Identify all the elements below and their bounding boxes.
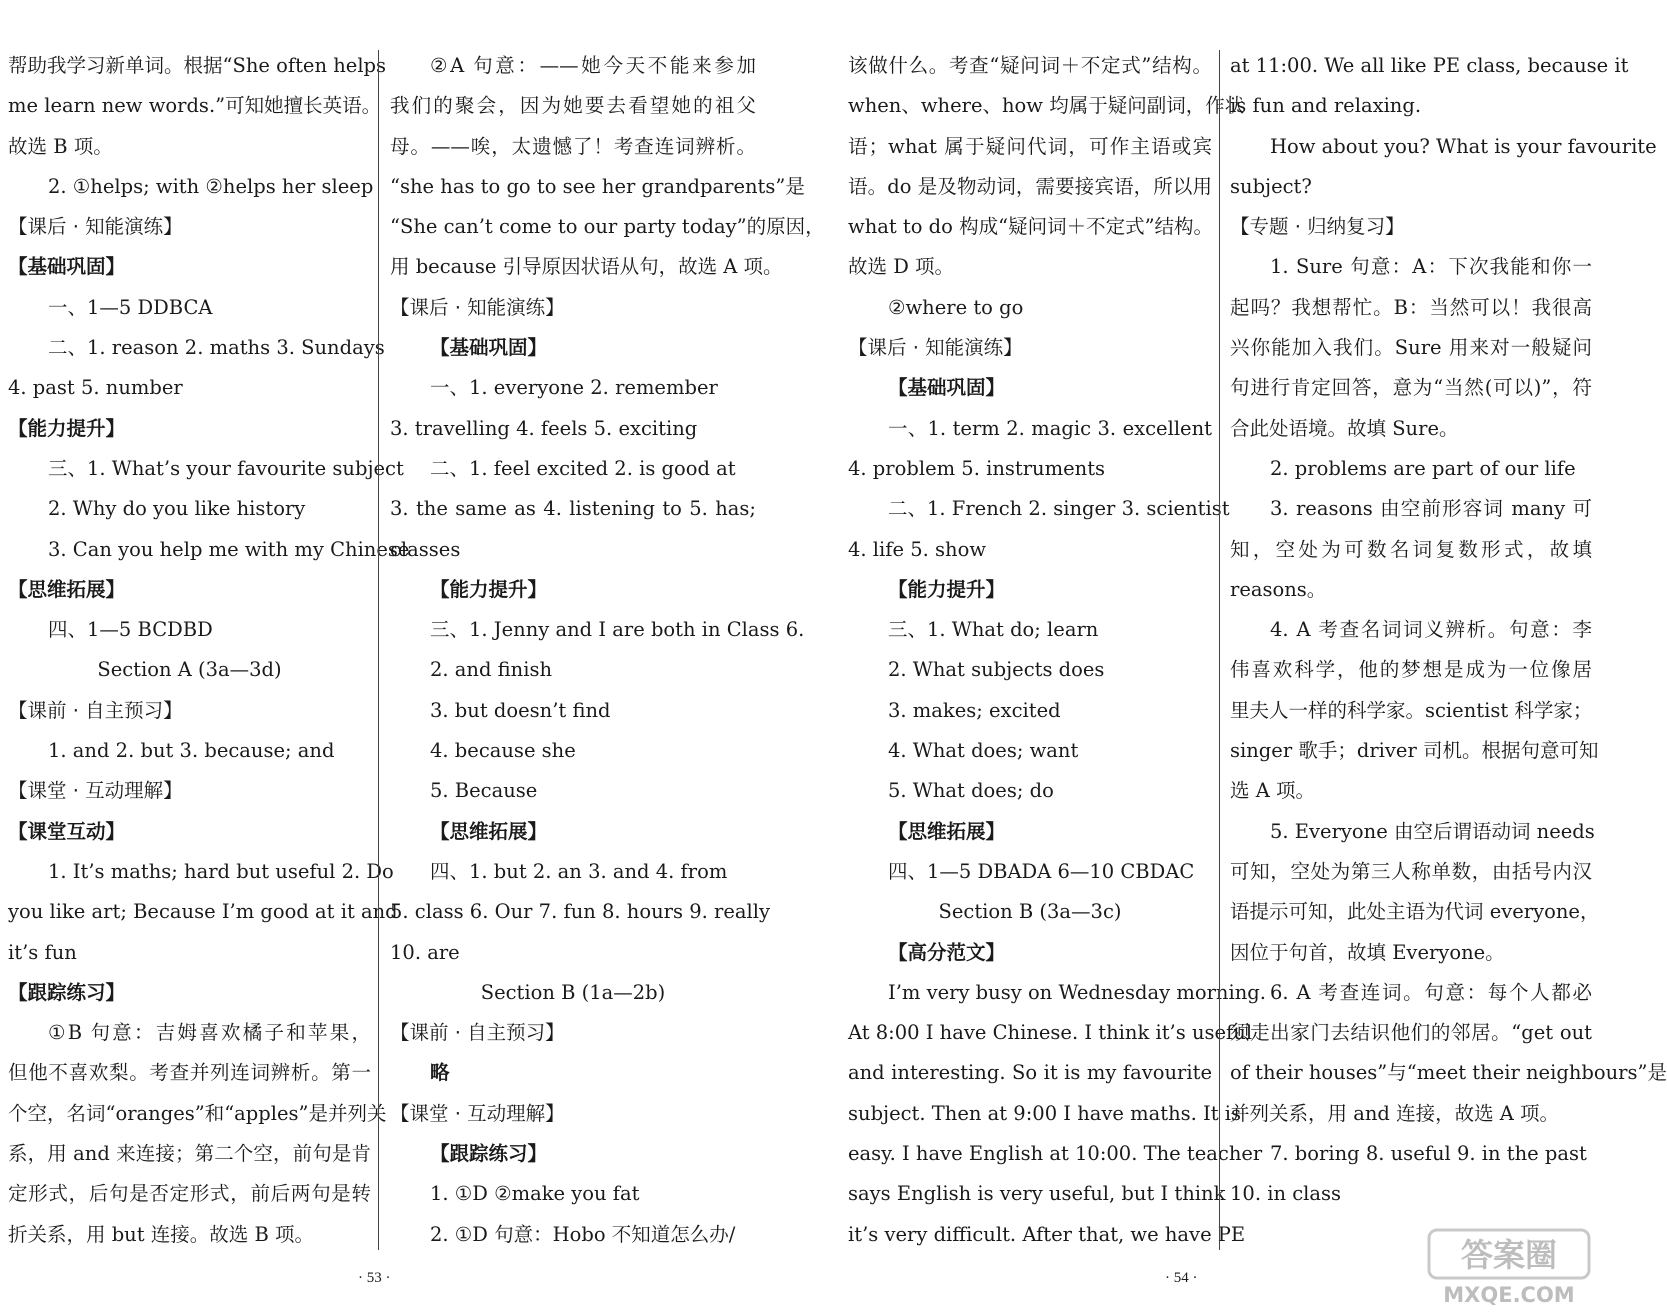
section-title: Section A (3a—3d) xyxy=(97,658,282,682)
answer-line: 10. are xyxy=(390,940,460,964)
section-heading: 【思维拓展】 xyxy=(888,819,1006,843)
section-heading: 【课堂互动】 xyxy=(8,819,126,843)
section-nav-label: 【课后 · 知能演练】 xyxy=(390,295,565,319)
explanation-line: 6. A 考查连词。句意：每个人都必 xyxy=(1270,980,1592,1004)
explanation-line: 5. Everyone 由空后谓语动词 needs xyxy=(1270,819,1595,843)
section-heading: 【跟踪练习】 xyxy=(8,980,126,1004)
explanation-line: 4. A 考查名词词义辨析。句意：李 xyxy=(1270,618,1592,642)
column-divider xyxy=(378,50,379,1250)
answer-line: 2. ①D 句意：Hobo 不知道怎么办/ xyxy=(430,1222,736,1246)
section-heading: 【能力提升】 xyxy=(430,577,548,601)
section-heading: 【基础巩固】 xyxy=(8,255,126,279)
explanation-line: 用 because 引导原因状语从句，故选 A 项。 xyxy=(390,255,783,279)
page-53-right-column xyxy=(390,46,825,1256)
answer-line: 1. and 2. but 3. because; and xyxy=(48,739,335,763)
page-number-54: · 54 · xyxy=(1165,1270,1198,1286)
answer-line: it’s fun xyxy=(8,940,77,964)
essay-line: subject. Then at 9:00 I have maths. It is xyxy=(848,1101,1242,1125)
answer-line: 四、1—5 BCDBD xyxy=(48,618,213,642)
explanation-line: 定形式，后句是否定形式，前后两句是转 xyxy=(8,1182,371,1206)
section-title: Section B (1a—2b) xyxy=(480,980,666,1004)
explanation-line: 句进行肯定回答，意为“当然(可以)”，符 xyxy=(1230,376,1592,400)
explanation-line: 因位于句首，故填 Everyone。 xyxy=(1230,940,1505,964)
explanation-line: ②A 句意：——她今天不能来参加 xyxy=(430,54,756,77)
explanation-line: ①B 句意：吉姆喜欢橘子和苹果， xyxy=(48,1021,371,1045)
explanation-line: 个空，名词“oranges”和“apples”是并列关 xyxy=(8,1101,387,1125)
explanation-line: 语。do 是及物动词，需要接宾语，所以用 xyxy=(848,174,1212,198)
explanation-line: 折关系，用 but 连接。故选 B 项。 xyxy=(8,1222,315,1246)
answer-line: 4. because she xyxy=(430,739,576,763)
page-54-left-column xyxy=(848,46,1266,1256)
section-heading: 【能力提升】 xyxy=(888,577,1006,601)
explanation-line: 3. reasons 由空前形容词 many 可 xyxy=(1270,497,1592,521)
explanation-line: 伟喜欢科学，他的梦想是成为一位像居 xyxy=(1230,658,1592,682)
answer-line: 二、1. reason 2. maths 3. Sundays xyxy=(48,336,385,360)
explanation-line: 可知，空处为第三人称单数，由括号内汉 xyxy=(1230,859,1592,883)
answer-line: 5. Because xyxy=(430,779,538,803)
answer-line: 3. travelling 4. feels 5. exciting xyxy=(390,416,698,440)
explanation-line: “she has to go to see her grandparents”是 xyxy=(390,174,805,198)
section-nav-label: 【课前 · 自主预习】 xyxy=(390,1021,565,1045)
explanation-line: 选 A 项。 xyxy=(1230,779,1315,803)
explanation-line: 起吗？我想帮忙。B：当然可以！我很高 xyxy=(1230,295,1592,319)
explanation-line: 知，空处为可数名词复数形式，故填 xyxy=(1230,537,1592,561)
section-heading: 【基础巩固】 xyxy=(888,376,1006,400)
explanation-line: 该做什么。考查“疑问词＋不定式”结构。 xyxy=(848,54,1212,77)
answer-line: 5. What does; do xyxy=(888,779,1054,803)
answer-line: 5. class 6. Our 7. fun 8. hours 9. really xyxy=(390,900,770,924)
section-nav-label: 【课前 · 自主预习】 xyxy=(8,698,183,722)
answer-line: 2. Why do you like history xyxy=(48,497,306,521)
answer-line: you like art; Because I’m good at it and xyxy=(8,900,398,924)
section-heading: 【思维拓展】 xyxy=(430,819,548,843)
section-nav-label: 【课后 · 知能演练】 xyxy=(848,336,1023,360)
explanation-line: 里夫人一样的科学家。scientist 科学家； xyxy=(1230,698,1593,722)
answer-line: 二、1. French 2. singer 3. scientist xyxy=(888,497,1230,521)
page-number-53: · 53 · xyxy=(358,1270,391,1286)
answer-line: 3. makes; excited xyxy=(888,698,1061,722)
section-heading: 【高分范文】 xyxy=(888,940,1006,964)
column-divider xyxy=(1219,50,1220,1250)
explanation-line: 并列关系，用 and 连接，故选 A 项。 xyxy=(1230,1101,1560,1125)
explanation-line: when、where、how 均属于疑问副词，作状 xyxy=(848,94,1245,118)
answer-line: 三、1. What’s your favourite subject xyxy=(48,456,404,480)
section-heading: 【跟踪练习】 xyxy=(430,1142,548,1166)
explanation-line: 我们的聚会，因为她要去看望她的祖父 xyxy=(390,94,756,118)
watermark-logo xyxy=(1425,1226,1593,1308)
essay-line: at 11:00. We all like PE class, because it xyxy=(1230,54,1629,77)
answer-line: 4. problem 5. instruments xyxy=(848,456,1106,480)
answer-line: 3. the same as 4. listening to 5. has; xyxy=(390,497,756,521)
section-nav-label: 【课堂 · 互动理解】 xyxy=(390,1101,565,1125)
answer-line: 三、1. What do; learn xyxy=(888,618,1099,642)
section-title: Section B (3a—3c) xyxy=(938,900,1122,924)
essay-line: At 8:00 I have Chinese. I think it’s useful xyxy=(848,1021,1253,1045)
section-heading: 【基础巩固】 xyxy=(430,336,548,360)
explanation-line: 1. Sure 句意：A：下次我能和你一 xyxy=(1270,255,1592,279)
essay-line: subject? xyxy=(1230,174,1312,198)
answer-line: 2. and finish xyxy=(430,658,553,682)
answer-line: 四、1—5 DBADA 6—10 CBDAC xyxy=(888,859,1195,883)
explanation-line: 合此处语境。故填 Sure。 xyxy=(1230,416,1459,440)
explanation-line: 但他不喜欢梨。考查并列连词辨析。第一 xyxy=(8,1061,371,1085)
answer-line: 4. life 5. show xyxy=(848,537,987,561)
answer-line: classes xyxy=(390,537,461,561)
section-nav-label: 【课堂 · 互动理解】 xyxy=(8,779,183,803)
text-line: me learn new words.”可知她擅长英语。 xyxy=(8,94,382,118)
explanation-line: 兴你能加入我们。Sure 用来对一般疑问 xyxy=(1230,336,1592,360)
answer-line: ②where to go xyxy=(888,295,1024,319)
watermark-logo-text: 答案圈 xyxy=(1460,1236,1558,1274)
explanation-line: of their houses”与“meet their neighbours”是 xyxy=(1230,1061,1667,1085)
essay-line: is fun and relaxing. xyxy=(1230,94,1422,118)
answer-line: 2. What subjects does xyxy=(888,658,1105,682)
essay-line: says English is very useful, but I think xyxy=(848,1182,1226,1206)
answer-line: 二、1. feel excited 2. is good at xyxy=(430,456,736,480)
answer-line: 4. What does; want xyxy=(888,739,1079,763)
section-heading: 【思维拓展】 xyxy=(8,577,126,601)
page-54-right-column xyxy=(1230,46,1667,1256)
explanation-line: singer 歌手；driver 司机。根据句意可知 xyxy=(1230,739,1599,763)
answer-line: 2. problems are part of our life xyxy=(1270,456,1576,480)
explanation-line: reasons。 xyxy=(1230,577,1327,601)
answer-line: 3. Can you help me with my Chinese xyxy=(48,537,410,561)
answer-line: 10. in class xyxy=(1230,1182,1342,1206)
page-53-left-column xyxy=(8,46,410,1256)
answer-line: 2. ①helps; with ②helps her sleep xyxy=(48,174,374,198)
answer-line: 7. boring 8. useful 9. in the past xyxy=(1270,1142,1587,1166)
section-nav-label: 【课后 · 知能演练】 xyxy=(8,215,183,239)
explanation-line: 语；what 属于疑问代词，可作主语或宾 xyxy=(848,134,1212,158)
explanation-line: what to do 构成“疑问词＋不定式”结构。 xyxy=(848,215,1214,239)
essay-line: I’m very busy on Wednesday morning. xyxy=(888,980,1266,1004)
section-heading: 【能力提升】 xyxy=(8,416,126,440)
answer-line: 三、1. Jenny and I are both in Class 6. xyxy=(430,618,805,642)
watermark-url: MXQE.COM xyxy=(1443,1283,1575,1307)
essay-line: and interesting. So it is my favourite xyxy=(848,1061,1212,1085)
answer-line: 3. but doesn’t find xyxy=(430,698,611,722)
answer-line: 1. It’s maths; hard but useful 2. Do xyxy=(48,859,394,883)
answer-line: 略 xyxy=(430,1061,450,1085)
text-line: 故选 B 项。 xyxy=(8,134,113,158)
answer-line: 一、1. term 2. magic 3. excellent xyxy=(888,416,1212,440)
answer-line: 1. ①D ②make you fat xyxy=(430,1182,640,1206)
answer-line: 4. past 5. number xyxy=(8,376,183,400)
explanation-line: “She can’t come to our party today”的原因， xyxy=(390,215,825,239)
explanation-line: 须走出家门去结识他们的邻居。“get out xyxy=(1230,1021,1592,1045)
essay-line: it’s very difficult. After that, we have PE xyxy=(848,1222,1246,1246)
essay-line: easy. I have English at 10:00. The teacher xyxy=(848,1142,1263,1166)
text-line: 帮助我学习新单词。根据“She often helps xyxy=(8,54,387,77)
explanation-line: 母。——唉，太遗憾了！考查连词辨析。 xyxy=(390,134,756,158)
explanation-line: 故选 D 项。 xyxy=(848,255,955,279)
answer-line: 四、1. but 2. an 3. and 4. from xyxy=(430,859,728,883)
answer-line: 一、1. everyone 2. remember xyxy=(430,376,718,400)
answer-line: 一、1—5 DDBCA xyxy=(48,295,213,319)
essay-line: How about you? What is your favourite xyxy=(1270,134,1657,158)
explanation-line: 语提示可知，此处主语为代词 everyone， xyxy=(1230,900,1600,924)
section-nav-label: 【专题 · 归纳复习】 xyxy=(1230,215,1405,239)
explanation-line: 系，用 and 来连接；第二个空，前句是肯 xyxy=(8,1142,371,1166)
